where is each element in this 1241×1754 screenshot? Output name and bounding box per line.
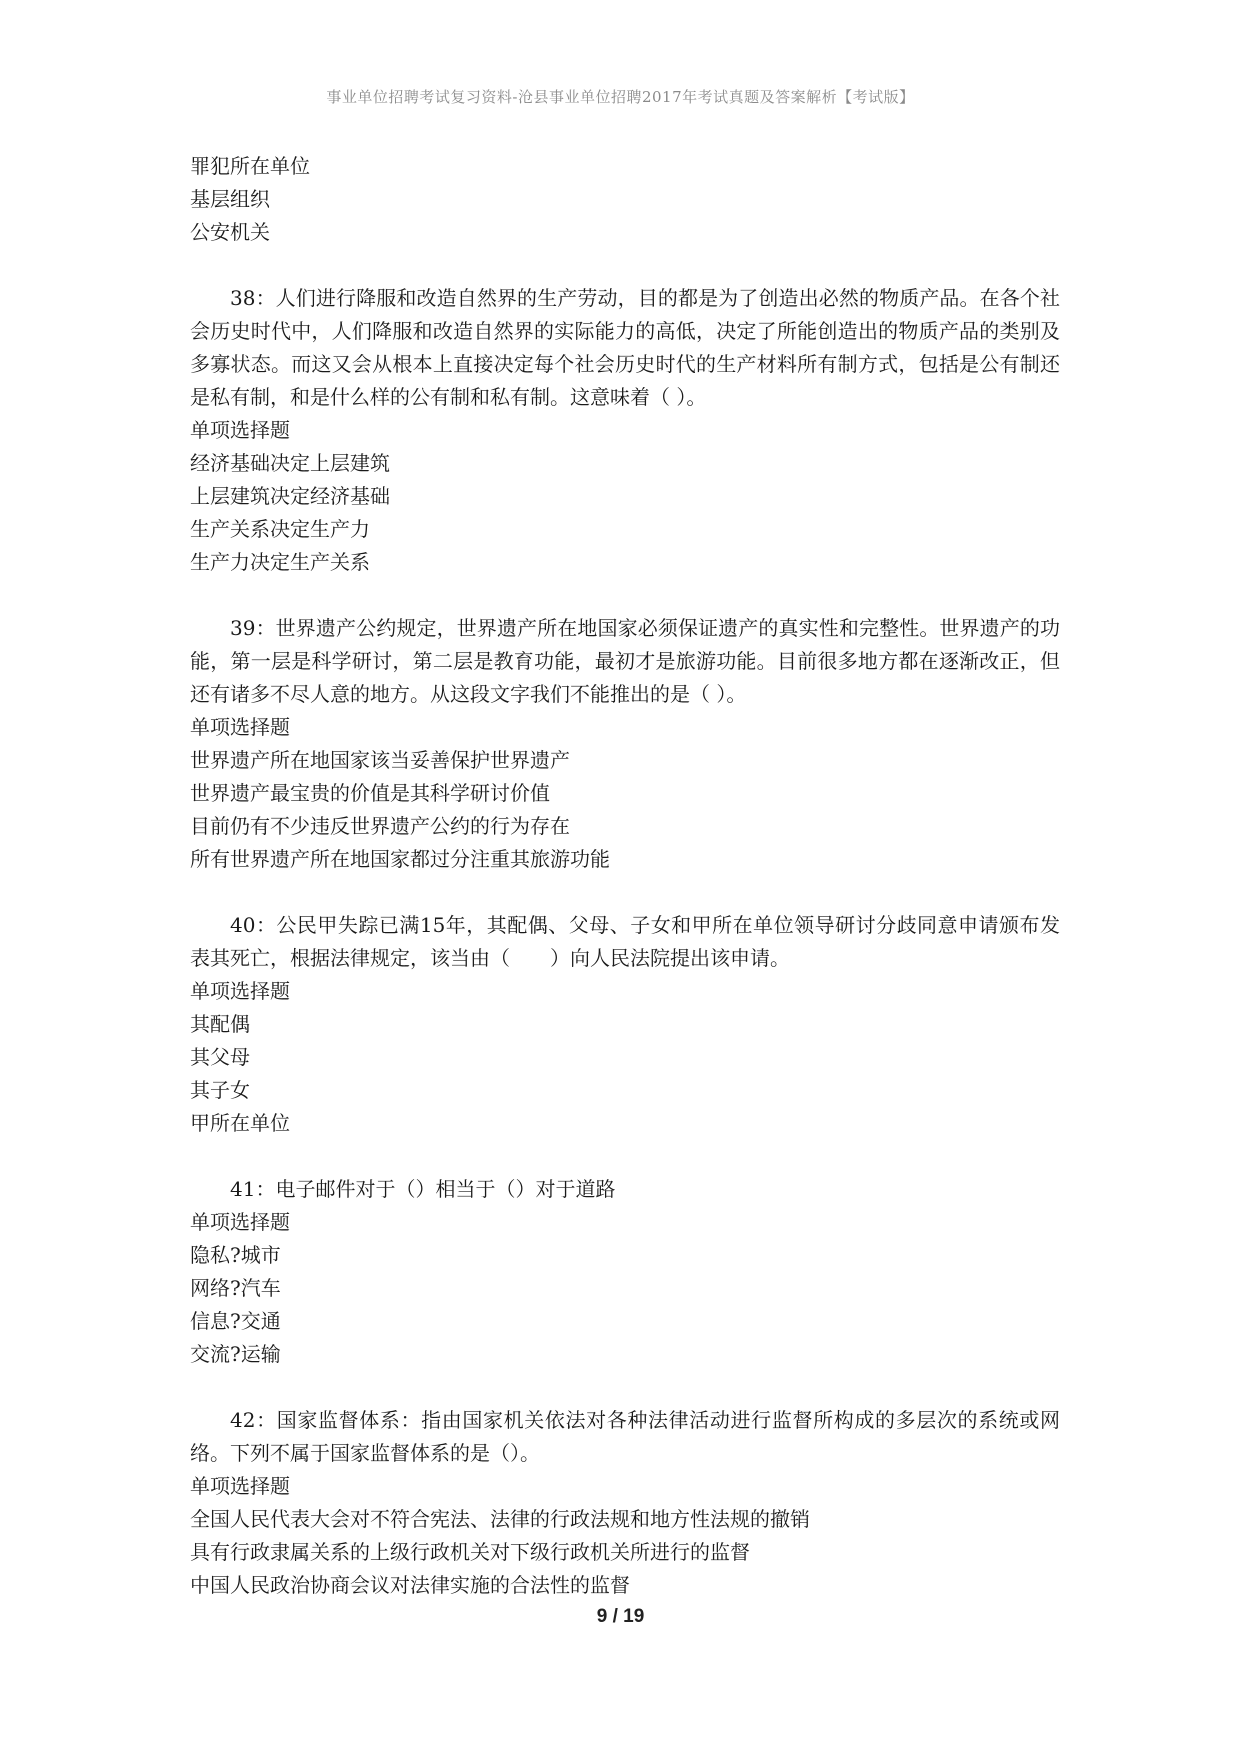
option: 所有世界遗产所在地国家都过分注重其旅游功能 bbox=[190, 847, 610, 871]
option: 具有行政隶属关系的上级行政机关对下级行政机关所进行的监督 bbox=[190, 1540, 750, 1564]
question-type: 单项选择题 bbox=[190, 1210, 290, 1234]
stem-line: 产的功能，第一层是科学研讨，第二层是教育功能，最初才是旅游功能。目前很多地方都在 bbox=[190, 616, 1061, 673]
page-header: 事业单位招聘考试复习资料-沧县事业单位招聘2017年考试真题及答案解析【考试版】 bbox=[326, 88, 915, 106]
option: 生产关系决定生产力 bbox=[190, 517, 370, 541]
stem-line: 40：公民甲失踪已满15年，其配偶、父母、子女和甲所在单位领导研讨分歧同意申请 bbox=[230, 913, 1000, 937]
option: 公安机关 bbox=[190, 220, 270, 244]
option: 交流?运输 bbox=[190, 1342, 281, 1366]
option: 其子女 bbox=[190, 1078, 250, 1102]
option: 甲所在单位 bbox=[190, 1111, 290, 1135]
stem-line: 各个社会历史时代中，人们降服和改造自然界的实际能力的高低，决定了所能创造出的物质 bbox=[190, 286, 1061, 343]
question-type: 单项选择题 bbox=[190, 979, 290, 1003]
option: 经济基础决定上层建筑 bbox=[190, 451, 390, 475]
option: 基层组织 bbox=[190, 187, 270, 211]
option: 罪犯所在单位 bbox=[190, 154, 310, 178]
question-stem bbox=[190, 1173, 1060, 1206]
stem-line: 41：电子邮件对于（）相当于（）对于道路 bbox=[230, 1177, 616, 1201]
option: 其父母 bbox=[190, 1045, 250, 1069]
question-stem bbox=[190, 282, 1060, 414]
stem-line: 逐渐改正，但还有诸多不尽人意的地方。从这段文字我们不能推出的是（ ）。 bbox=[190, 649, 1061, 706]
option: 生产力决定生产关系 bbox=[190, 550, 370, 574]
stem-line: 39：世界遗产公约规定，世界遗产所在地国家必须保证遗产的真实性和完整性。世界遗 bbox=[230, 616, 1000, 640]
question-stem bbox=[190, 909, 1060, 975]
option: 隐私?城市 bbox=[190, 1243, 281, 1267]
option: 全国人民代表大会对不符合宪法、法律的行政法规和地方性法规的撤销 bbox=[190, 1507, 810, 1531]
question-42 bbox=[190, 1404, 1060, 1602]
stem-line: 38：人们进行降服和改造自然界的生产劳动，目的都是为了创造出必然的物质产品。在 bbox=[230, 286, 1000, 310]
question-type: 单项选择题 bbox=[190, 1474, 290, 1498]
question-41 bbox=[190, 1173, 1060, 1371]
option: 上层建筑决定经济基础 bbox=[190, 484, 390, 508]
stem-line: 颁布发表其死亡，根据法律规定，该当由（ ）向人民法院提出该申请。 bbox=[190, 913, 1060, 970]
stem-line: 式，包括是公有制还是私有制，和是什么样的公有制和私有制。这意味着（ ）。 bbox=[190, 352, 1061, 409]
question-stem bbox=[190, 612, 1060, 711]
stem-line: 产品的类别及多寡状态。而这又会从根本上直接决定每个社会历史时代的生产材料所有制方 bbox=[190, 319, 1061, 376]
option: 世界遗产所在地国家该当妥善保护世界遗产 bbox=[190, 748, 570, 772]
option: 中国人民政治协商会议对法律实施的合法性的监督 bbox=[190, 1573, 630, 1597]
stem-line: 42：国家监督体系：指由国家机关依法对各种法律活动进行监督所构成的多层次的系统 bbox=[230, 1408, 1020, 1432]
question-39 bbox=[190, 612, 1060, 876]
option: 信息?交通 bbox=[190, 1309, 281, 1333]
document-body bbox=[190, 150, 1060, 1602]
question-40 bbox=[190, 909, 1060, 1140]
option: 其配偶 bbox=[190, 1012, 250, 1036]
option: 世界遗产最宝贵的价值是其科学研讨价值 bbox=[190, 781, 550, 805]
option: 目前仍有不少违反世界遗产公约的行为存在 bbox=[190, 814, 570, 838]
question-stem bbox=[190, 1404, 1060, 1470]
carryover-options bbox=[190, 150, 1060, 249]
option: 网络?汽车 bbox=[190, 1276, 281, 1300]
stem-line: 或网络。下列不属于国家监督体系的是（）。 bbox=[190, 1408, 1061, 1465]
question-38 bbox=[190, 282, 1060, 579]
page-number: 9 / 19 bbox=[596, 1606, 645, 1627]
question-type: 单项选择题 bbox=[190, 715, 290, 739]
question-type: 单项选择题 bbox=[190, 418, 290, 442]
